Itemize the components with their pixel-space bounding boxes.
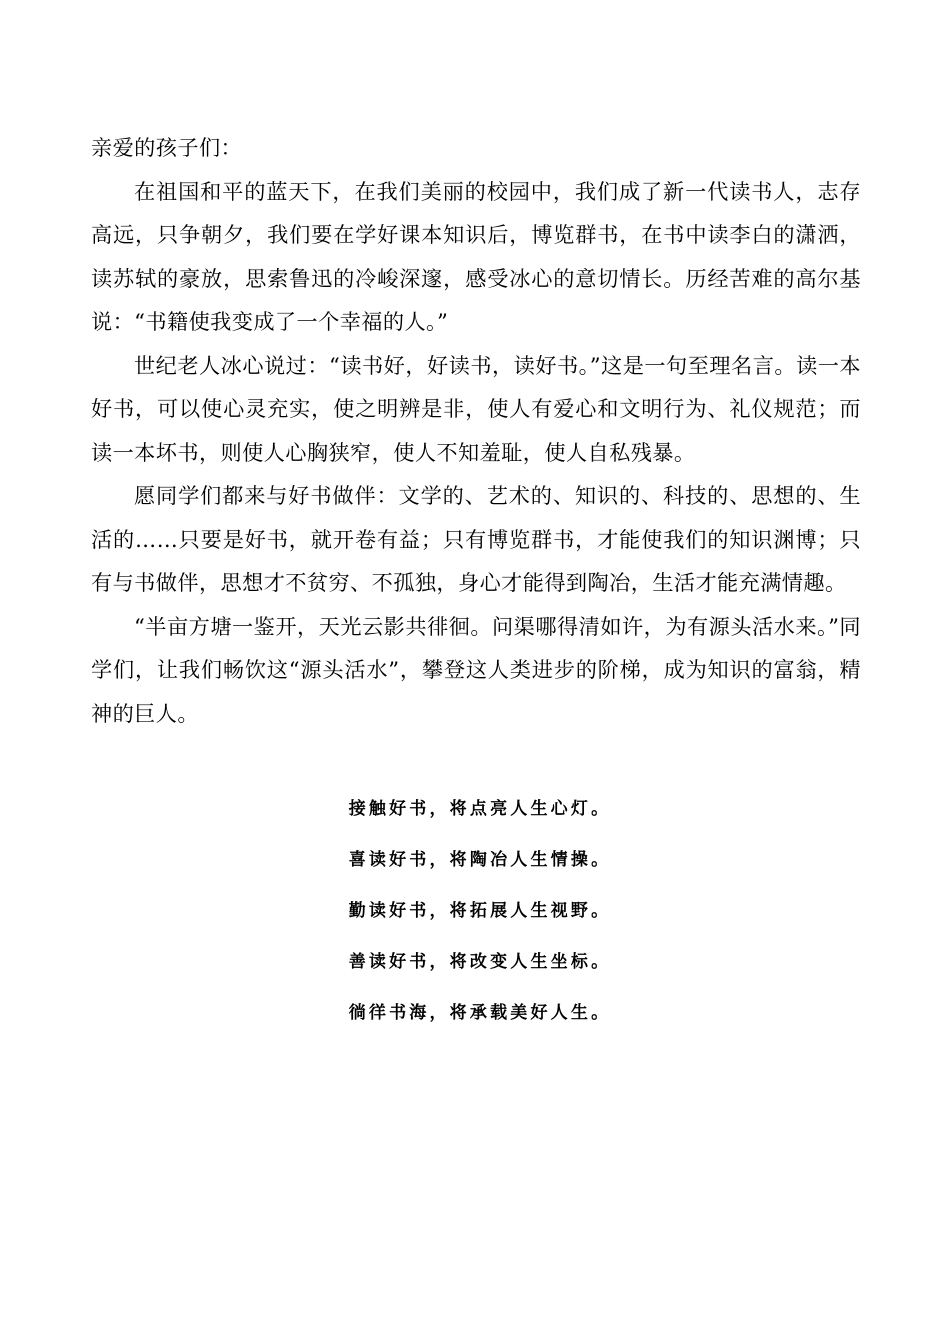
closing-poem — [0, 788, 950, 1043]
letter-body — [91, 126, 861, 735]
paragraph-1: 在祖国和平的蓝天下，在我们美丽的校园中，我们成了新一代读书人，志存高远，只争朝夕，我们要在学好课本知识后，博览群书，在书中读李白的潇洒，读苏轼的豪放，思索鲁迅的冷峻深邃，感受冰心的意切情长。历经苦难的高尔基说：“书籍使我变成了一个幸福的人。” — [91, 178, 861, 334]
poem-line-4: 善读好书，将改变人生坐标。 — [348, 952, 612, 972]
salutation: 亲爱的孩子们： — [91, 135, 243, 160]
poem-line-2: 喜读好书，将陶冶人生情操。 — [348, 850, 612, 870]
paragraph-3: 愿同学们都来与好书做伴：文学的、艺术的、知识的、科技的、思想的、生活的……只要是好书，就开卷有益；只有博览群书，才能使我们的知识渊博；只有与书做伴，思想才不贫穷、不孤独，身心才能得到陶冶，生活才能充满情趣。 — [91, 483, 861, 595]
paragraph-4: “半亩方塘一鉴开，天光云影共徘徊。问渠哪得清如许，为有源头活水来。”同学们，让我们畅饮这“源头活水”，攀登这人类进步的阶梯，成为知识的富翁，精神的巨人。 — [91, 613, 861, 726]
poem-line-3: 勤读好书，将拓展人生视野。 — [348, 901, 612, 921]
paragraph-2: 世纪老人冰心说过：“读书好，好读书，读好书。”这是一句至理名言。读一本好书，可以使心灵充实，使之明辨是非，使人有爱心和文明行为、礼仪规范；而读一本坏书，则使人心胸狭窄，使人不知羞耻，使人自私残暴。 — [91, 352, 861, 465]
poem-line-5: 徜徉书海，将承载美好人生。 — [348, 1003, 612, 1023]
poem-line-1: 接触好书，将点亮人生心灯。 — [348, 799, 612, 819]
